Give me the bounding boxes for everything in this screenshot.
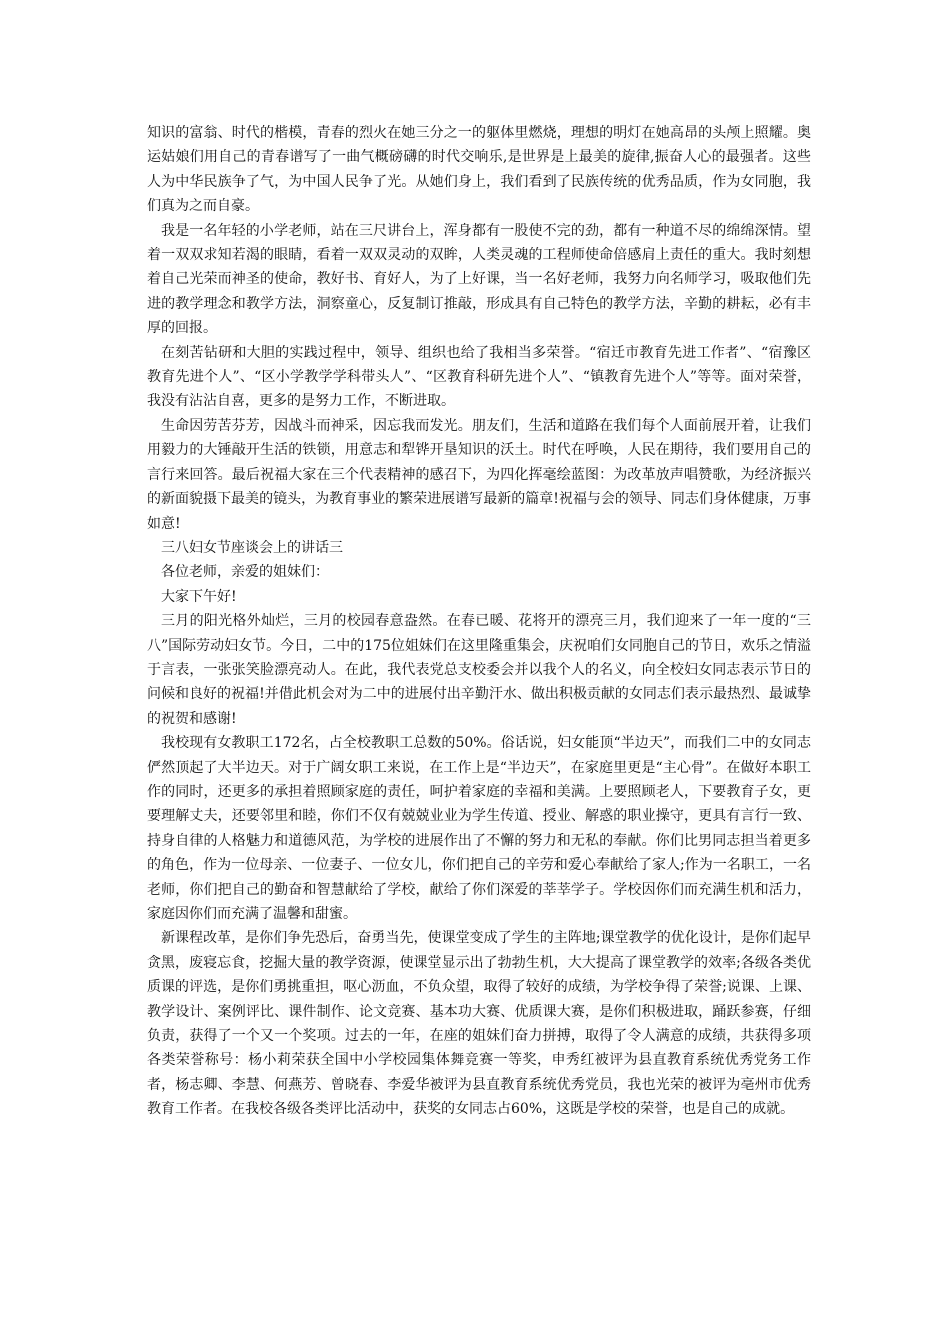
- paragraph-5: 三月的阳光格外灿烂，三月的校园春意盎然。在春已暖、花将开的漂亮三月，我们迎来了一年一度的“三八”国际劳动妇女节。今日，二中的175位姐妹们在这里隆重集会，庆祝咱们女同胞自己的节日，欢乐之情溢于言表，一张张笑脸漂亮动人。在此，我代表党总支校委会并以我个人的名义，向全校妇女同志表示节日的问候和良好的祝福!并借此机会对为二中的进展付出辛勤汗水、做出积极贡献的女同志们表示最热烈、最诚挚的祝贺和感谢!: [147, 613, 811, 727]
- paragraph-6: 我校现有女教职工172名，占全校教职工总数的50%。俗话说，妇女能顶“半边天”，而我们二中的女同志俨然顶起了大半边天。对于广阔女职工来说，在工作上是“半边天”，在家庭里更是“主心骨”。在做好本职工作的同时，还更多的承担着照顾家庭的责任，呵护着家庭的幸福和美满。上要照顾老人，下要教育子女，更要理解丈夫，还要邻里和睦，你们不仅有兢兢业业为学生传道、授业、解惑的职业操守，更具有言行一致、持身自律的人格魅力和道德风范，为学校的进展作出了不懈的努力和无私的奉献。你们比男同志担当着更多的角色，作为一位母亲、一位妻子、一位女儿，你们把自己的辛劳和爱心奉献给了家人;作为一名职工，一名老师，你们把自己的勤奋和智慧献给了学校，献给了你们深爱的莘莘学子。学校因你们而充满生机和活力，家庭因你们而充满了温馨和甜蜜。: [147, 735, 811, 922]
- greeting: 大家下午好!: [161, 588, 237, 605]
- paragraph-2: 我是一名年轻的小学老师，站在三尺讲台上，浑身都有一股使不完的劲，都有一种道不尽的绵绵深情。望着一双双求知若渴的眼睛，看着一双双灵动的双眸，人类灵魂的工程师使命倍感肩上责任的重大。我时刻想着自己光荣而神圣的使命，教好书、育好人，为了上好课，当一名好老师，我努力向名师学习，吸取他们先进的教学理念和教学方法，洞察童心，反复制订推敲，形成具有自己特色的教学方法，辛勤的耕耘，必有丰厚的回报。: [147, 222, 811, 337]
- paragraph-1: 知识的富翁、时代的楷模，青春的烈火在她三分之一的躯体里燃烧，理想的明灯在她高昂的头颅上照耀。奥运姑娘们用自己的青春谱写了一曲气概磅礴的时代交响乐,是世界是上最美的旋律,振奋人心的最强者。这些人为中华民族争了气，为中国人民争了光。从她们身上，我们看到了民族传统的优秀品质，作为女同胞，我们真为之而自豪。: [147, 125, 811, 215]
- document-body: [147, 121, 811, 1122]
- paragraph-3: 在刻苦钻研和大胆的实践过程中，领导、组织也给了我相当多荣誉。“宿迁市教育先进工作者”、“宿豫区教育先进个人”、“区小学教学学科带头人”、“区教育科研先进个人”、“镇教育先进个人”等等。面对荣誉，我没有沾沾自喜，更多的是努力工作，不断进取。: [147, 344, 811, 410]
- paragraph-4: 生命因劳苦芬芳，因战斗而神采，因忘我而发光。朋友们，生活和道路在我们每个人面前展开着，让我们用毅力的大锤敲开生活的铁锁，用意志和犁铧开垦知识的沃土。时代在呼唤，人民在期待，我们要用自己的言行来回答。最后祝福大家在三个代表精神的感召下，为四化挥毫绘蓝图：为改革放声唱赞歌，为经济振兴的新面貌摄下最美的镜头，为教育事业的繁荣进展谱写最新的篇章!祝福与会的领导、同志们身体健康，万事如意!: [147, 417, 811, 532]
- section-heading: 三八妇女节座谈会上的讲话三: [161, 539, 343, 556]
- salutation: 各位老师，亲爱的姐妹们：: [161, 564, 329, 581]
- paragraph-7: 新课程改革，是你们争先恐后，奋勇当先，使课堂变成了学生的主阵地;课堂教学的优化设计，是你们起早贪黑，废寝忘食，挖掘大量的教学资源，使课堂显示出了勃勃生机，大大提高了课堂教学的效率;各级各类优质课的评选，是你们勇挑重担，呕心沥血，不负众望，取得了较好的成绩，为学校争得了荣誉;说课、上课、教学设计、案例评比、课件制作、论文竞赛、基本功大赛、优质课大赛，是你们积极进取，踊跃参赛，仔细负责，获得了一个又一个奖项。过去的一年，在座的姐妹们奋力拼搏，取得了令人满意的成绩，共获得多项各类荣誉称号：杨小莉荣获全国中小学校园集体舞竞赛一等奖，申秀红被评为县直教育系统优秀党务工作者，杨志卿、李慧、何燕芳、曾晓春、李爱华被评为县直教育系统优秀党员，我也光荣的被评为亳州市优秀教育工作者。在我校各级各类评比活动中，获奖的女同志占60%，这既是学校的荣誉，也是自己的成就。: [147, 930, 811, 1118]
